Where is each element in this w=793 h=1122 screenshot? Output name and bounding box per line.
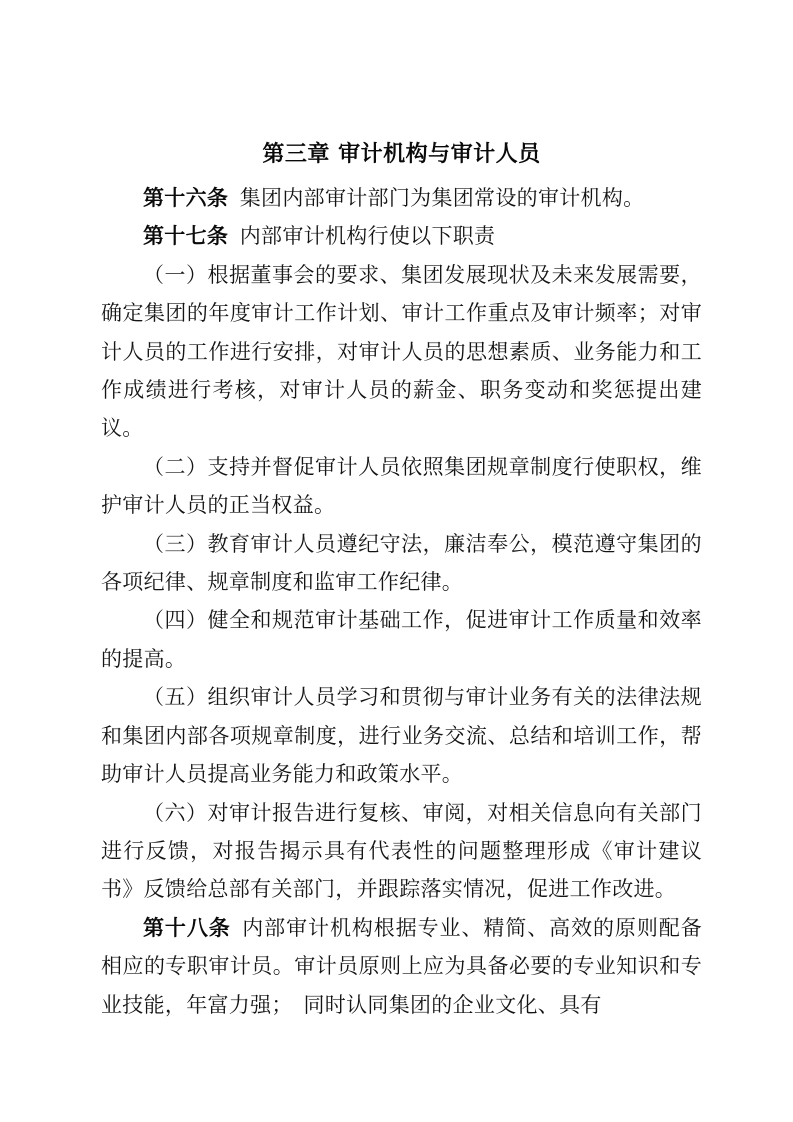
article-18-label: 第十八条	[143, 915, 231, 940]
chapter-title: 第三章 审计机构与审计人员	[262, 142, 541, 167]
item-4-text: （四）健全和规范审计基础工作，促进审计工作质量和效率的提高。	[101, 608, 702, 671]
article-16-text: 集团内部审计部门为集团常设的审计机构。	[239, 186, 645, 210]
item-2-text: （二）支持并督促审计人员依照集团规章制度行使职权，维护审计人员的正当权益。	[101, 454, 702, 518]
item-5-paragraph	[101, 678, 702, 793]
item-6-text: （六）对审计报告进行复核、审阅，对相关信息向有关部门进行反馈，对报告揭示具有代表性的问题整理形成《审计建议书》反馈给总部有关部门，并跟踪落实情况，促进工作改进。	[101, 800, 702, 902]
item-1-paragraph	[101, 256, 702, 448]
article-17-paragraph	[101, 217, 702, 255]
item-1-text: （一）根据董事会的要求、集团发展现状及未来发展需要，确定集团的年度审计工作计划、审计工作重点及审计频率；对审计人员的工作进行安排，对审计人员的思想素质、业务能力和工作成绩进行考核，对审计人员的薪金、职务变动和奖惩提出建议。	[101, 262, 702, 441]
item-6-paragraph	[101, 794, 702, 909]
item-4-paragraph	[101, 601, 702, 678]
item-3-text: （三）教育审计人员遵纪守法，廉洁奉公，模范遵守集团的各项纪律、规章制度和监审工作纪律。	[101, 531, 702, 595]
article-18-text: 内部审计机构根据专业、精简、高效的原则配备相应的专职审计员。审计员原则上应为具备必要的专业知识和专业技能，年富力强； 同时认同集团的企业文化、具有	[101, 915, 702, 1017]
article-16-paragraph	[101, 179, 702, 217]
article-18-paragraph	[101, 909, 702, 1024]
document-content	[101, 140, 702, 1024]
article-16-label: 第十六条	[143, 186, 229, 210]
item-2-paragraph	[101, 448, 702, 525]
article-17-text: 内部审计机构行使以下职责	[239, 224, 496, 249]
item-5-text: （五）组织审计人员学习和贯彻与审计业务有关的法律法规和集团内部各项规章制度，进行业务交流、总结和培训工作，帮助审计人员提高业务能力和政策水平。	[101, 685, 702, 787]
item-3-paragraph	[101, 525, 702, 602]
article-17-label: 第十七条	[143, 224, 229, 249]
